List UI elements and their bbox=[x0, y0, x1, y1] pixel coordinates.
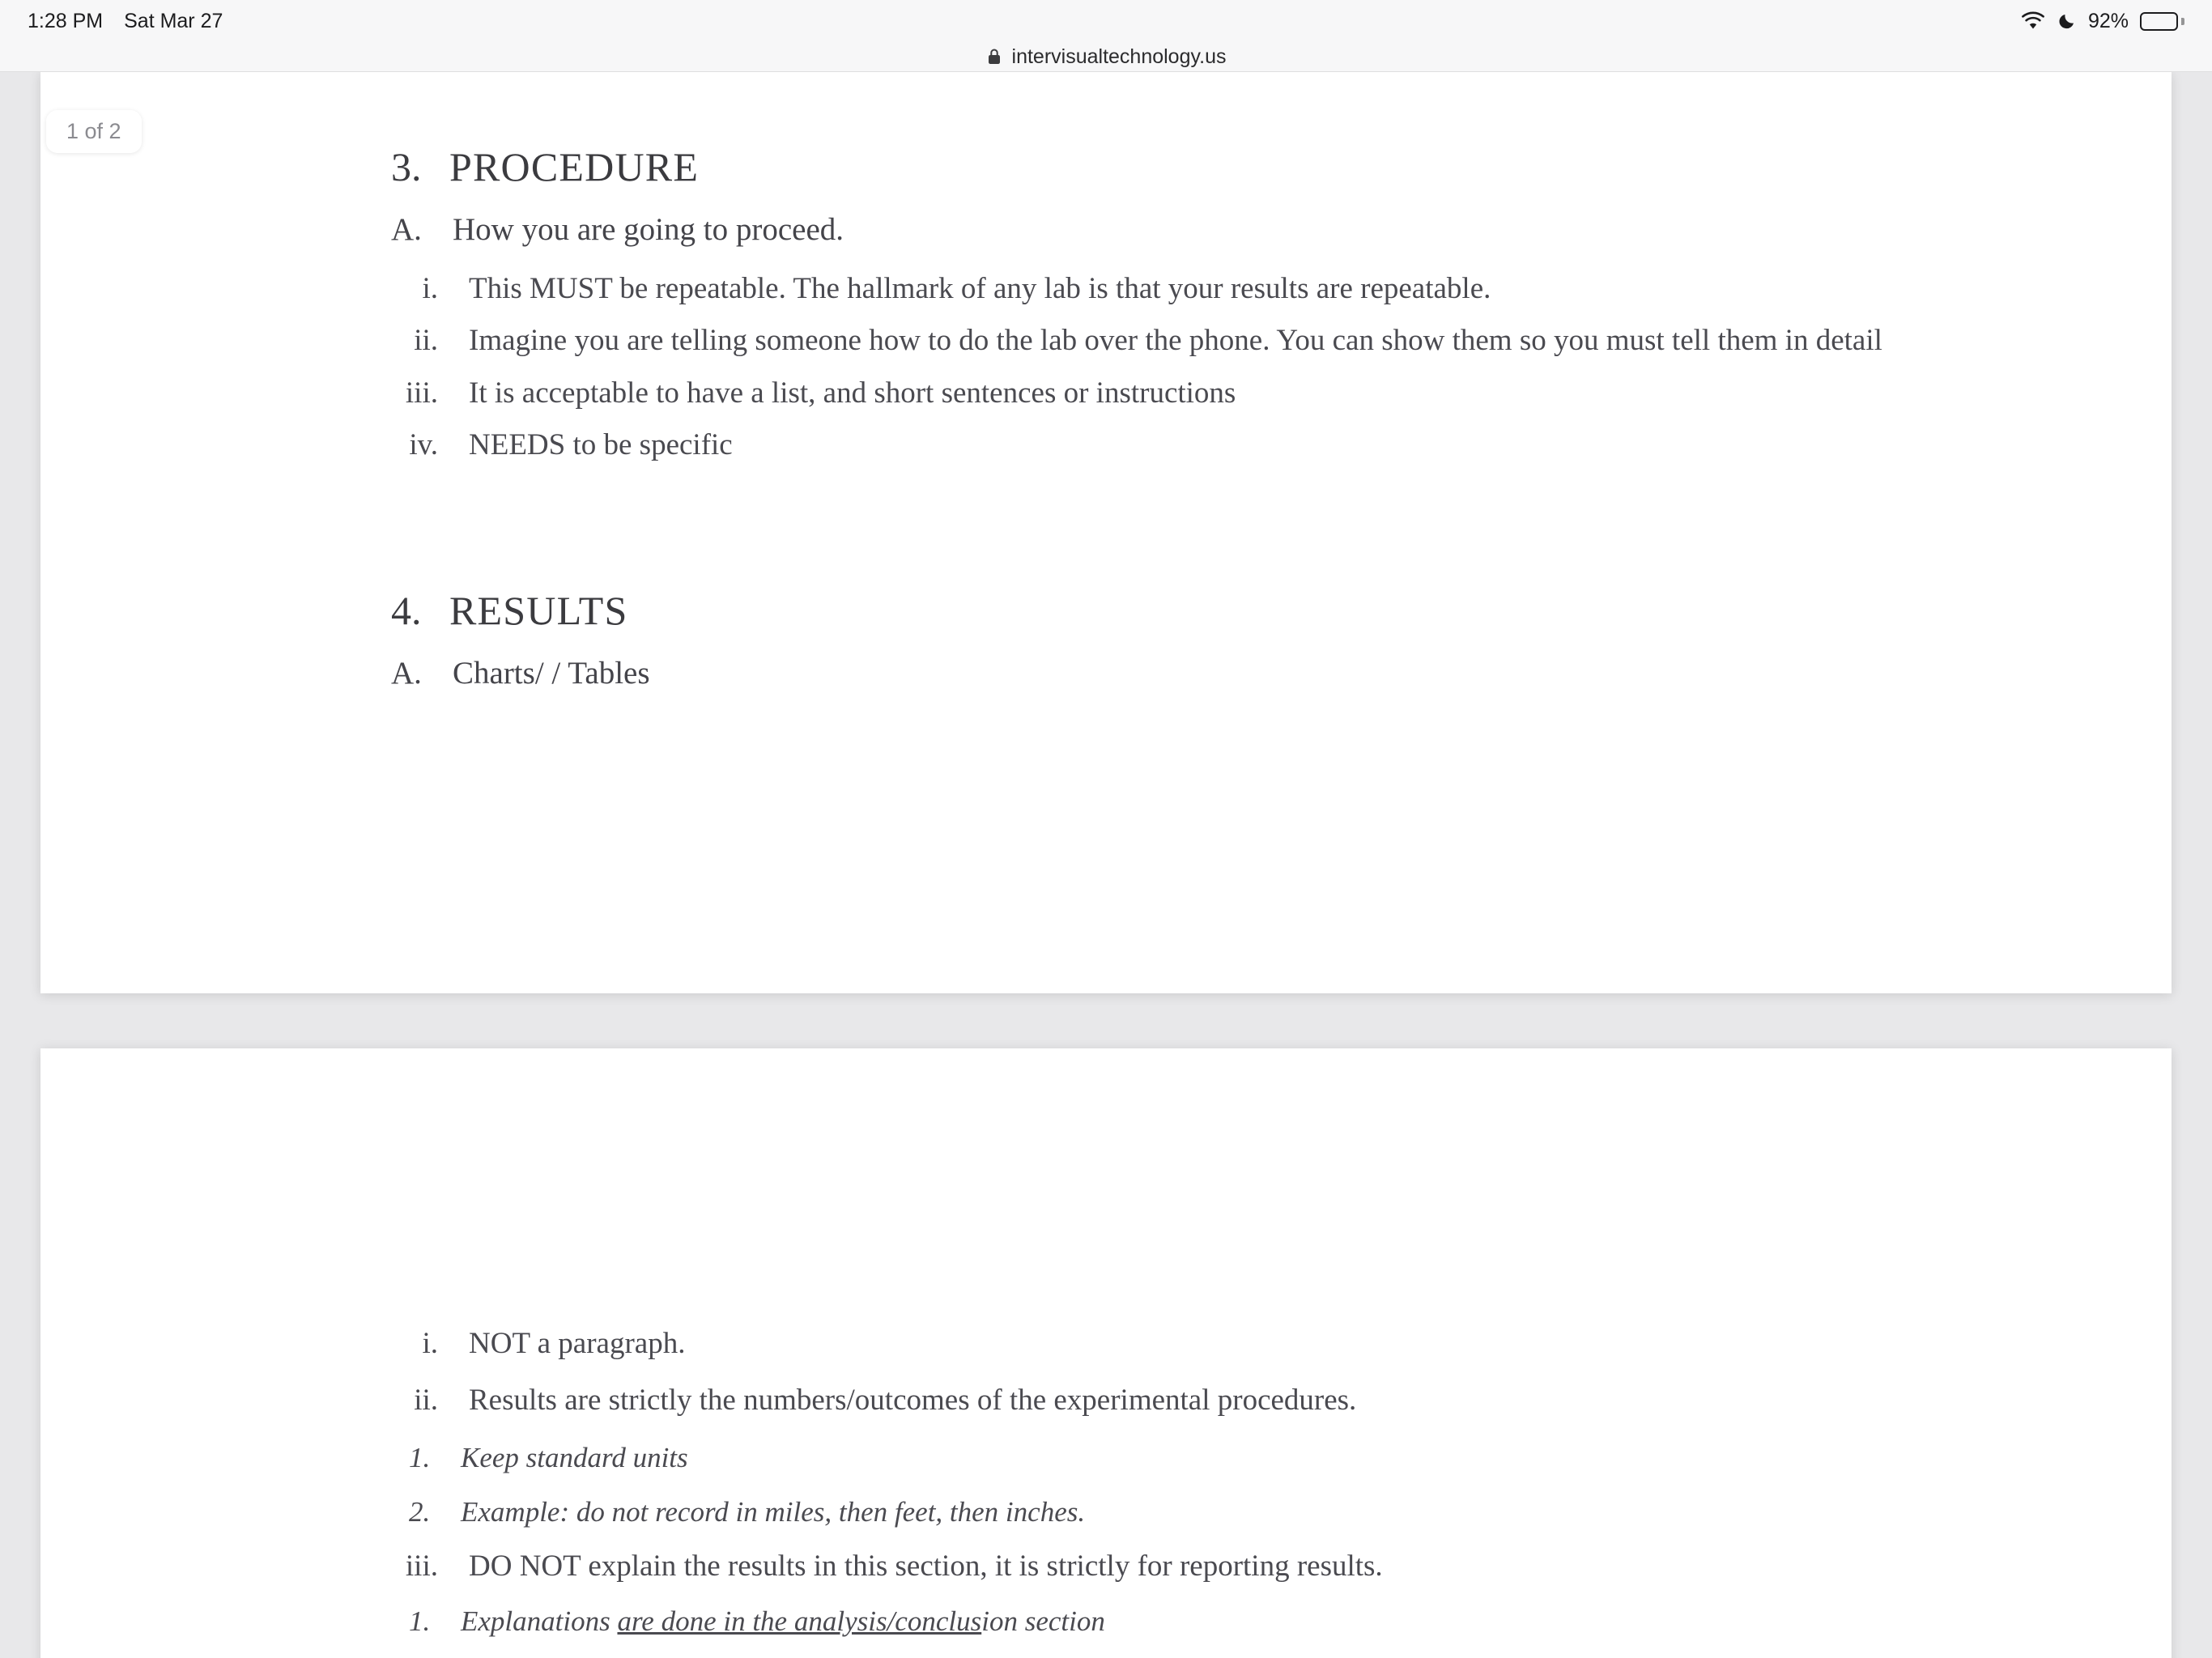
list-text: NOT a paragraph. bbox=[469, 1327, 686, 1360]
page-1-content bbox=[391, 143, 2010, 691]
address-bar-url: intervisualtechnology.us bbox=[1011, 45, 1227, 68]
section-3-heading bbox=[391, 143, 2010, 190]
list-text: Keep standard units bbox=[461, 1441, 688, 1473]
status-bar-right bbox=[2020, 10, 2184, 33]
list-text: This MUST be repeatable. The hallmark of any lab is that your results are repeatable. bbox=[469, 272, 1491, 305]
page-2-sub-1 bbox=[391, 1438, 2059, 1477]
lock-icon bbox=[986, 47, 1002, 66]
list-text: Imagine you are telling someone how to do the lab over the phone. You can show them so you must tell them in detail bbox=[469, 324, 1882, 358]
list-marker: A. bbox=[391, 212, 422, 247]
section-3-sub-i bbox=[391, 269, 2010, 309]
document-scroll-area[interactable] bbox=[0, 72, 2212, 1658]
wifi-icon bbox=[2020, 11, 2046, 31]
section-4-number: 4. bbox=[391, 588, 422, 634]
list-text: Results are strictly the numbers/outcomes of the experimental procedures. bbox=[469, 1384, 1357, 1418]
text-plain: Explanations bbox=[461, 1605, 618, 1637]
list-marker: i. bbox=[422, 272, 438, 305]
page-2-item-iii bbox=[391, 1546, 2059, 1587]
list-marker: 1. bbox=[409, 1605, 431, 1637]
list-marker: iv. bbox=[409, 427, 438, 461]
battery-icon bbox=[2140, 12, 2184, 31]
left-gutter bbox=[0, 72, 40, 1658]
section-3-sub-ii bbox=[391, 321, 2010, 361]
section-3-item-a bbox=[391, 211, 2010, 248]
text-tail: ion section bbox=[981, 1605, 1105, 1637]
list-text: DO NOT explain the results in this section, it is strictly for reporting results. bbox=[469, 1549, 1383, 1583]
list-text bbox=[461, 1601, 2059, 1641]
list-text: Charts/ / Tables bbox=[453, 656, 650, 691]
list-marker: 2. bbox=[409, 1495, 431, 1528]
page-indicator: 1 of 2 bbox=[46, 110, 142, 153]
page-2-item-iii-sub-1 bbox=[391, 1601, 2059, 1641]
page-2-item-i bbox=[391, 1324, 2059, 1364]
list-text: Example: do not record in miles, then feet, then inches. bbox=[461, 1495, 1086, 1528]
section-4-title: RESULTS bbox=[449, 588, 628, 634]
list-marker: 1. bbox=[409, 1441, 431, 1473]
page-2-content bbox=[391, 1324, 2059, 1641]
page-2-sub-2 bbox=[391, 1492, 2059, 1532]
document-page-1 bbox=[40, 72, 2172, 993]
section-3-title: PROCEDURE bbox=[449, 144, 700, 189]
list-marker: iii. bbox=[405, 1549, 438, 1583]
moon-icon bbox=[2057, 11, 2077, 31]
page-2-item-ii bbox=[391, 1380, 2059, 1421]
status-bar-left bbox=[28, 10, 223, 33]
document-page-2 bbox=[40, 1048, 2172, 1658]
list-marker: iii. bbox=[405, 376, 438, 410]
list-marker: ii. bbox=[414, 1384, 438, 1418]
text-underlined: are done in the analysis/conclus bbox=[617, 1605, 982, 1637]
section-3-sub-iii bbox=[391, 373, 2010, 414]
status-time: 1:28 PM bbox=[28, 9, 104, 32]
section-4-item-a bbox=[391, 655, 2010, 691]
section-3-sub-iv bbox=[391, 425, 2010, 466]
list-marker: A. bbox=[391, 656, 422, 691]
right-gutter bbox=[2172, 72, 2212, 1658]
list-marker: ii. bbox=[414, 324, 438, 358]
list-text: It is acceptable to have a list, and short sentences or instructions bbox=[469, 376, 1236, 410]
browser-address-bar[interactable] bbox=[0, 42, 2212, 72]
status-date: Sat Mar 27 bbox=[124, 9, 223, 32]
status-bar bbox=[0, 0, 2212, 42]
list-text: NEEDS to be specific bbox=[469, 427, 733, 461]
section-3-number: 3. bbox=[391, 144, 422, 189]
section-4-heading bbox=[391, 587, 2010, 634]
list-text: How you are going to proceed. bbox=[453, 212, 844, 247]
list-marker: i. bbox=[422, 1327, 438, 1360]
battery-percent-label: 92% bbox=[2087, 9, 2129, 32]
